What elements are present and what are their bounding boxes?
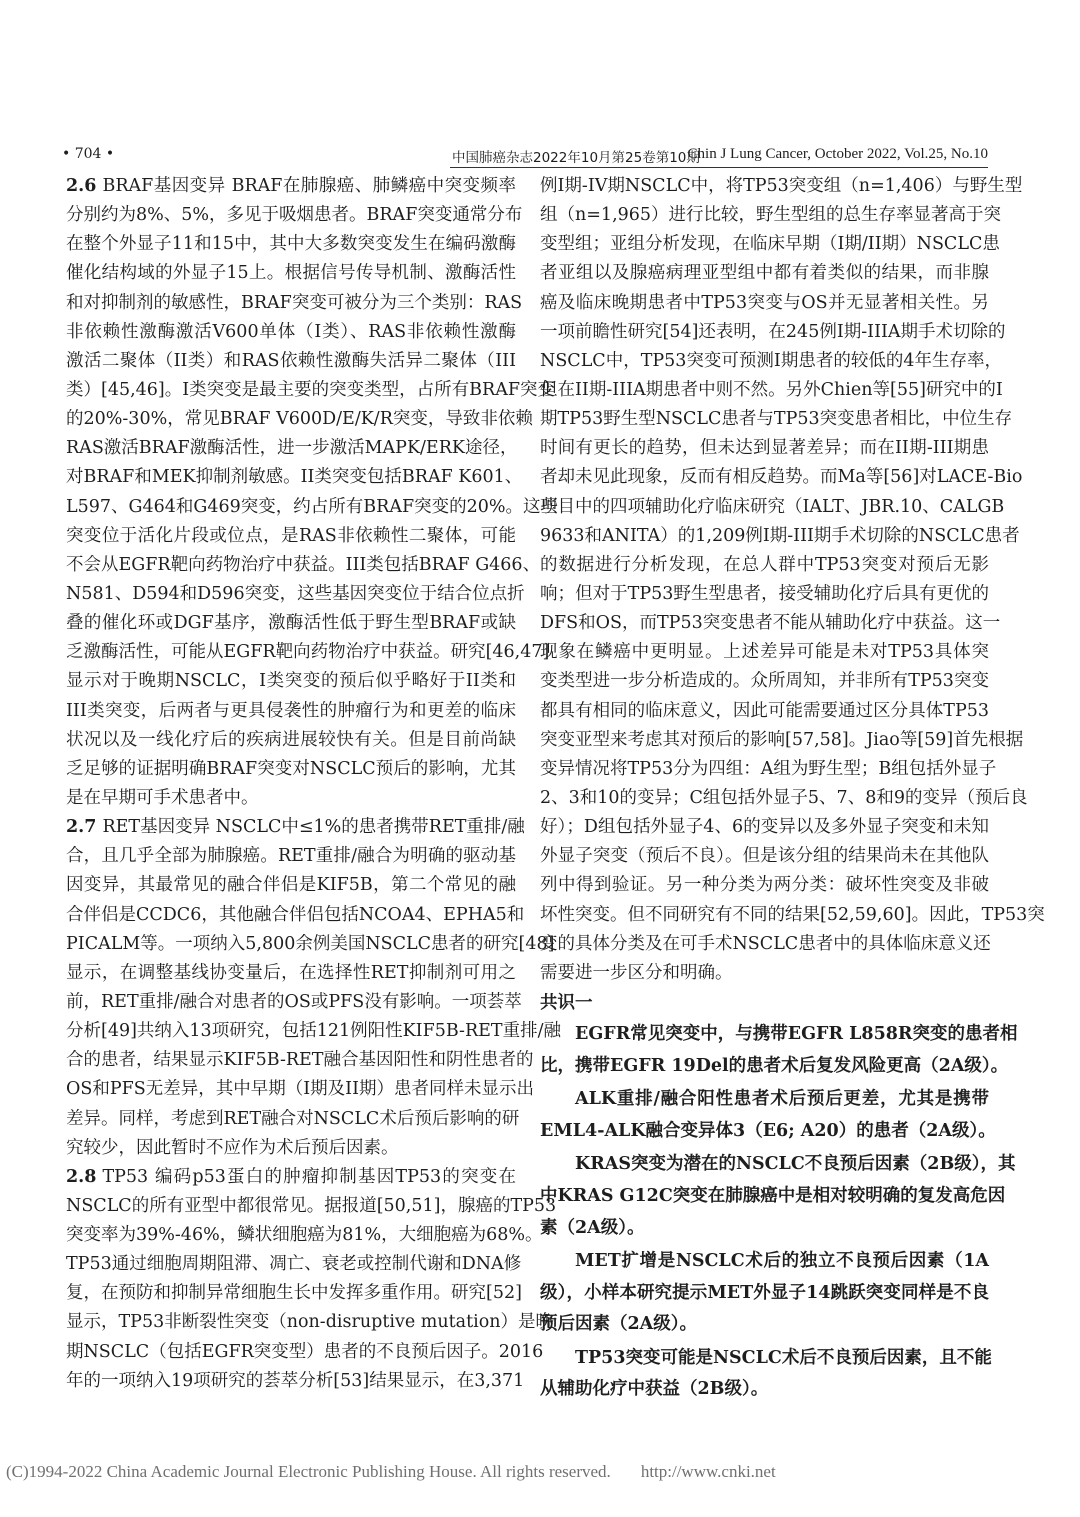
text-line: 都具有相同的临床意义，因此可能需要通过区分具体TP53 (540, 700, 989, 721)
line-text: 显示对于晚期NSCLC，I类突变的预后似乎略好于II类和 (66, 671, 516, 692)
text-line: 组（n=1,965）进行比较，野生型组的总生存率显著高于突 (540, 205, 1002, 226)
line-text: 前，RET重排/融合对患者的OS或PFS没有影响。一项荟萃 (66, 991, 522, 1012)
text-line: 时间有更长的趋势，但未达到显著差异；而在II期-III期患 (540, 438, 989, 459)
consensus-line: EML4-ALK融合变异体3（E6; A20）的患者（2A级）。 (540, 1120, 996, 1141)
text-line (66, 551, 541, 580)
consensus-item (540, 1246, 989, 1341)
text-line (66, 405, 533, 434)
text-line (66, 1221, 543, 1250)
text-line: 9633和ANITA）的1,209例I期-III期手术切除的NSCLC患者 (540, 525, 1020, 546)
text-line: 突变亚型来考虑其对预后的影响[57,58]。Jiao等[59]首先根据 (540, 729, 1024, 750)
text-line (66, 172, 516, 201)
text-line (66, 1017, 561, 1046)
consensus-line: TP53突变可能是NSCLC术后不良预后因素，且不能 (575, 1347, 992, 1368)
line-text: 分别约为8%、5%，多见于吸烟患者。BRAF突变通常分布 (66, 205, 523, 226)
text-line: 者却未见此现象，反而有相反趋势。而Ma等[56]对LACE-Bio (540, 467, 1023, 488)
text-line (66, 376, 555, 405)
text-line (66, 1250, 522, 1279)
text-line: 但在II期-IIIA期患者中则不然。另外Chien等[55]研究中的I (540, 379, 1003, 400)
line-text: 是在早期可手术患者中。 (66, 787, 259, 808)
text-line (66, 1279, 522, 1308)
text-line (66, 580, 525, 609)
text-line (66, 697, 516, 726)
line-text: 催化结构域的外显子15上。根据信号传导机制、激酶活性 (66, 263, 516, 284)
text-line: 坏性突变。但不同研究有不同的结果[52,59,60]。因此，TP53突 (540, 904, 1045, 925)
text-line (66, 1134, 516, 1163)
journal-title-cn: 中国肺癌杂志2022年10月第25卷第10期 (452, 150, 700, 166)
line-text: L597、G464和G469突变，约占所有BRAF突变的20%。这些 (66, 496, 558, 517)
line-text: 的20%-30%，常见BRAF V600D/E/K/R突变，导致非依赖 (66, 409, 533, 430)
consensus-line: 素（2A级）。 (540, 1217, 645, 1238)
line-text: 和对抑制剂的敏感性，BRAF突变可被分为三个类别：RAS (66, 292, 523, 313)
text-line (66, 1046, 534, 1075)
line-text: 不会从EGFR靶向药物治疗中获益。III类包括BRAF G466、 (66, 554, 541, 575)
consensus-line: EGFR常见突变中，与携带EGFR L858R突变的患者相 (575, 1023, 1018, 1044)
line-text: BRAF基因变异 BRAF在肺腺癌、肺鳞癌中突变频率 (102, 176, 516, 196)
text-line (66, 1367, 525, 1396)
text-line (66, 230, 516, 259)
text-line: 外显子突变（预后不良）。但是该分组的结果尚未在其他队 (540, 846, 989, 867)
text-line: 变型组；亚组分析发现，在临床早期（I期/II期）NSCLC患 (540, 234, 1000, 255)
text-line (66, 609, 516, 638)
text-line (66, 1308, 554, 1337)
text-line: 的数据进行分析发现，在总人群中TP53突变对预后无影 (540, 554, 989, 575)
line-text: III类突变，后两者与更具侵袭性的肿瘤行为和更差的临床 (66, 700, 516, 721)
line-text: 非依赖性激酶激活V600单体（I类）、RAS非依赖性激酶 (66, 321, 516, 342)
text-line: 响；但对于TP53野生型患者，接受辅助化疗后具有更优的 (540, 583, 989, 604)
text-line: 一项前瞻性研究[54]还表明，在245例I期-IIIA期手术切除的 (540, 321, 1006, 342)
text-line (66, 930, 555, 959)
text-line (66, 259, 516, 288)
consensus-line: 比，携带EGFR 19Del的患者术后复发风险更高（2A级）。 (540, 1055, 1009, 1076)
line-text: NSCLC的所有亚型中都很常见。据报道[50,51]，腺癌的TP53 (66, 1195, 557, 1216)
text-line (66, 1075, 534, 1104)
text-line: DFS和OS，而TP53突变患者不能从辅助化疗中获益。这一 (540, 613, 1001, 634)
copyright-notice: (C)1994-2022 China Academic Journal Electronic Publishing House. All rights reserved. (6, 1462, 611, 1481)
consensus-item (540, 1343, 992, 1406)
text-line (66, 1338, 544, 1367)
text-line (66, 463, 523, 492)
text-line (66, 901, 525, 930)
text-line: 变异情况将TP53分为四组：A组为野生型；B组包括外显子 (540, 758, 997, 779)
line-text: 叠的催化环或DGF基序，激酶活性低于野生型BRAF或缺 (66, 613, 516, 634)
section-number: 2.7 (66, 817, 97, 838)
right-column (540, 172, 1045, 1408)
text-line (66, 813, 525, 842)
text-line: 项目中的四项辅助化疗临床研究（IALT、JBR.10、CALGB (540, 496, 1005, 517)
text-line: 例I期-IV期NSCLC中，将TP53突变组（n=1,406）与野生型 (540, 176, 1023, 196)
text-line (66, 959, 516, 988)
text-line (66, 988, 522, 1017)
text-line (66, 347, 516, 376)
line-text: OS和PFS无差异，其中早期（I期及II期）患者同样未显示出 (66, 1079, 534, 1100)
text-line (66, 1163, 516, 1192)
consensus-heading: 共识一 (540, 992, 593, 1013)
text-line: 期TP53野生型NSCLC患者与TP53突变患者相比，中位生存 (540, 409, 1013, 430)
line-text: 因变异，其最常见的融合伴侣是KIF5B，第二个常见的融 (66, 875, 516, 896)
line-text: 差异。同样，考虑到RET融合对NSCLC术后预后影响的研 (66, 1108, 520, 1129)
line-text: 合伴侣是CCDC6，其他融合伴侣包括NCOA4、EPHA5和 (66, 904, 525, 925)
header-rule (450, 167, 988, 168)
footer (6, 1462, 776, 1482)
text-line (66, 638, 550, 667)
text-line: 现象在鳞癌中更明显。上述差异可能是未对TP53具体突 (540, 642, 989, 663)
line-text: 在整个外显子11和15中，其中大多数突变发生在编码激酶 (66, 234, 516, 255)
consensus-line: MET扩增是NSCLC术后的独立不良预后因素（1A (575, 1251, 989, 1272)
line-text: 对BRAF和MEK抑制剂敏感。II类突变包括BRAF K601、 (66, 467, 523, 488)
text-line: 需要进一步区分和明确。 (540, 962, 733, 983)
line-text: TP53通过细胞周期阻滞、凋亡、衰老或控制代谢和DNA修 (66, 1254, 522, 1275)
line-text: 状况以及一线化疗后的疾病进展较快有关。但是目前尚缺 (66, 729, 516, 750)
line-text: 突变位于活化片段或位点，是RAS非依赖性二聚体，可能 (66, 525, 516, 546)
text-line: 列中得到验证。另一种分类为两分类：破坏性突变及非破 (540, 875, 989, 896)
line-text: PICALM等。一项纳入5,800余例美国NSCLC患者的研究[48] (66, 933, 555, 954)
line-text: RAS激活BRAF激酶活性，进一步激活MAPK/ERK途径， (66, 438, 518, 459)
text-line (66, 522, 516, 551)
consensus-item (540, 1149, 1016, 1244)
text-line: 癌及临床晚期患者中TP53突变与OS并无显著相关性。另 (540, 292, 989, 313)
line-text: 复，在预防和抑制异常细胞生长中发挥多重作用。研究[52] (66, 1283, 522, 1304)
line-text: 合的患者，结果显示KIF5B-RET融合基因阳性和阴性患者的 (66, 1050, 534, 1071)
consensus-item (540, 1019, 1018, 1082)
line-text: 究较少，因此暂时不应作为术后预后因素。 (66, 1137, 399, 1158)
text-line (66, 755, 516, 784)
text-line: 2、3和10的变异；C组包括外显子5、7、8和9的变异（预后良 (540, 787, 1028, 808)
consensus-line: ALK重排/融合阳性患者术后预后更差，尤其是携带 (575, 1089, 989, 1110)
text-line (66, 784, 516, 813)
text-line: 变类型进一步分析造成的。众所周知，并非所有TP53突变 (540, 671, 989, 692)
text-line (66, 289, 523, 318)
text-line (66, 318, 516, 347)
cnki-link[interactable]: http://www.cnki.net (640, 1462, 776, 1481)
text-line (66, 201, 523, 230)
line-text: N581、D594和D596突变，这些基因突变位于结合位点折 (66, 583, 525, 604)
line-text: 类）[45,46]。I类突变是最主要的突变类型，占所有BRAF突变 (66, 379, 555, 400)
journal-title-en: Chin J Lung Cancer, October 2022, Vol.25, No.10 (687, 146, 988, 162)
line-text: 显示，在调整基线协变量后，在选择性RET抑制剂可用之 (66, 962, 516, 983)
section-number: 2.6 (66, 176, 97, 196)
section-number: 2.8 (66, 1166, 97, 1187)
text-line (66, 1105, 520, 1134)
line-text: 突变率为39%-46%，鳞状细胞癌为81%，大细胞癌为68%。 (66, 1225, 543, 1246)
line-text: 期NSCLC（包括EGFR突变型）患者的不良预后因子。2016 (66, 1341, 544, 1362)
text-line (66, 667, 516, 696)
line-text: 合，且几乎全部为肺腺癌。RET重排/融合为明确的驱动基 (66, 846, 516, 867)
text-line (66, 871, 516, 900)
line-text: 激活二聚体（II类）和RAS依赖性激酶失活异二聚体（III (66, 350, 516, 371)
text-line: 好）；D组包括外显子4、6的变异以及多外显子突变和未知 (540, 817, 989, 838)
text-line (66, 1192, 557, 1221)
line-text: 乏足够的证据明确BRAF突变对NSCLC预后的影响，尤其 (66, 758, 516, 779)
text-line (66, 726, 516, 755)
line-text: 乏激酶活性，可能从EGFR靶向药物治疗中获益。研究[46,47] (66, 642, 550, 663)
page-number: • 704 • (62, 146, 115, 162)
consensus-line: 中KRAS G12C突变在肺腺癌中是相对较明确的复发高危因 (540, 1185, 1006, 1206)
consensus-line: 从辅助化疗中获益（2B级）。 (540, 1379, 769, 1400)
line-text: TP53 编码p53蛋白的肿瘤抑制基因TP53的突变在 (102, 1166, 516, 1187)
consensus-line: KRAS突变为潜在的NSCLC不良预后因素（2B级），其 (575, 1154, 1016, 1175)
text-line (66, 493, 558, 522)
text-line: 者亚组以及腺癌病理亚型组中都有着类似的结果，而非腺 (540, 263, 989, 284)
text-line (66, 434, 516, 463)
consensus-item (540, 1084, 996, 1147)
line-text: 显示，TP53非断裂性突变（non-disruptive mutation）是晚 (66, 1312, 554, 1333)
left-column (66, 172, 561, 1396)
consensus-line: 级），小样本研究提示MET外显子14跳跃突变同样是不良 (540, 1282, 989, 1303)
text-line (66, 842, 516, 871)
consensus-line: 预后因素（2A级）。 (540, 1314, 698, 1335)
line-text: RET基因变异 NSCLC中≤1%的患者携带RET重排/融 (102, 817, 525, 838)
text-line: NSCLC中，TP53突变可预测I期患者的较低的4年生存率， (540, 350, 1002, 371)
text-line: 变的具体分类及在可手术NSCLC患者中的具体临床意义还 (540, 933, 991, 954)
line-text: 年的一项纳入19项研究的荟萃分析[53]结果显示，在3,371 (66, 1370, 525, 1391)
line-text: 分析[49]共纳入13项研究，包括121例阳性KIF5B-RET重排/融 (66, 1021, 561, 1042)
